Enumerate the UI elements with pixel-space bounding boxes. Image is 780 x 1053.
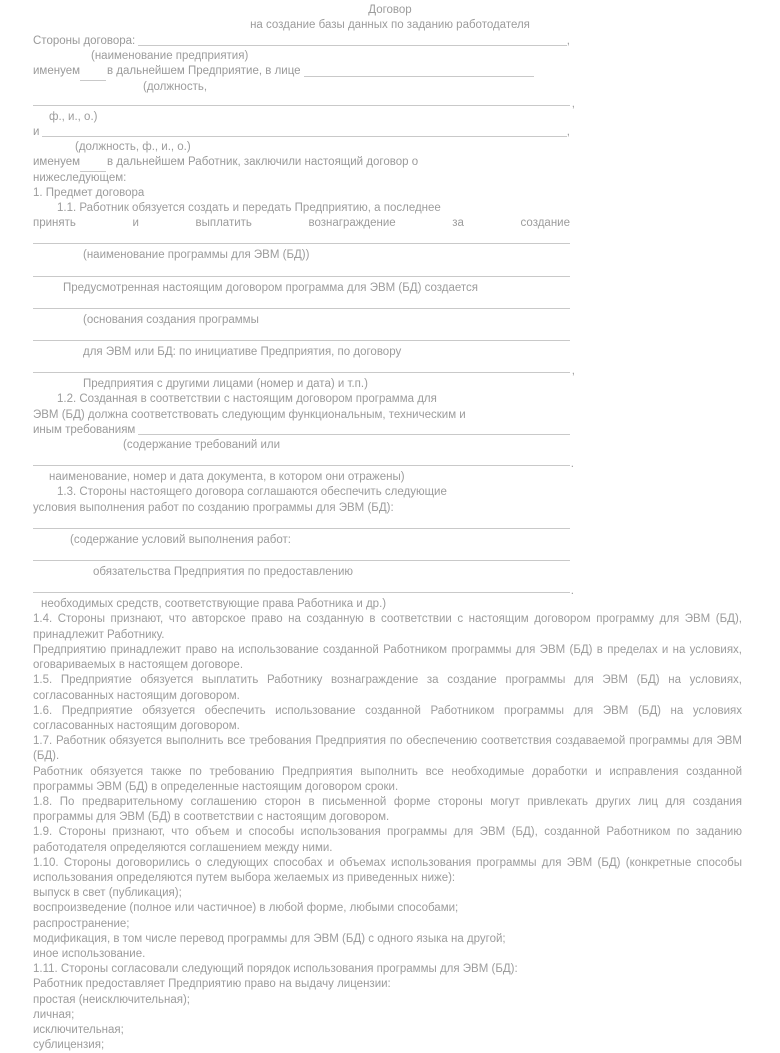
named-worker-continuation: нижеследующем: bbox=[33, 171, 127, 184]
clause-paragraph: Работник обязуется также по требованию Предприятия выполнить все необходимые доработки и исправления созданной программы ЭВМ (БД) в определенные настоящим договором сроки. bbox=[33, 765, 742, 793]
parties-field-row bbox=[33, 34, 570, 49]
clause-paragraph: Работник предоставляет Предприятию право на выдачу лицензии: bbox=[33, 978, 391, 991]
clause-1-2-line-1: 1.2. Созданная в соответствии с настоящим договором программа для bbox=[57, 393, 437, 406]
named-worker-text: в дальнейшем Работник, заключили настоящий договор о bbox=[107, 156, 419, 169]
license-list-item: сублицензия; bbox=[33, 1039, 105, 1052]
clause-paragraph: 1.8. По предварительному соглашению сторон в письменной форме стороны могут привлекать других лиц для создания программы для ЭВМ (БД) в соответствии с настоящим договором. bbox=[33, 795, 742, 824]
clause-1-2-line-3-row bbox=[33, 423, 570, 438]
document-title-line-1: Договор bbox=[368, 4, 412, 16]
position-blank-rule[interactable] bbox=[33, 95, 570, 110]
usage-list-item: модификация, в том числе перевод программы для ЭВМ (БД) с одного языка на другой; bbox=[33, 932, 506, 945]
named-prefix-label: именуем bbox=[33, 65, 80, 78]
clause-paragraph: 1.4. Стороны признают, что авторское право на созданную в соответствии с настоящим договором программу для ЭВМ (БД), принадлежит Работнику. bbox=[33, 613, 742, 641]
clause-1-1-line-2: принять и выплатить вознаграждение за создание bbox=[33, 217, 570, 230]
contract-form-section bbox=[0, 34, 780, 612]
named-worker-row bbox=[33, 155, 570, 170]
clause-paragraph: 1.11. Стороны согласовали следующий порядок использования программы для ЭВМ (БД): bbox=[33, 963, 518, 976]
document-title-block bbox=[0, 0, 780, 33]
clause-1-2-line-3-label: иным требованиям bbox=[33, 423, 136, 436]
caption-necessary-means: необходимых средств, соответствующие права Работника и др.) bbox=[41, 598, 387, 611]
license-list-item: личная; bbox=[33, 1008, 75, 1021]
subject-heading: 1. Предмет договора bbox=[33, 186, 145, 199]
clause-paragraph: 1.7. Работник обязуется выполнить все требования Предприятия по обеспечению соответствия создаваемой программы для ЭВМ (БД). bbox=[33, 735, 742, 763]
caption-conditions: (содержание условий выполнения работ: bbox=[70, 533, 291, 546]
second-party-blank-line[interactable] bbox=[42, 135, 566, 137]
usage-list-item: выпуск в свет (публикация); bbox=[33, 887, 182, 900]
necessary-means-blank-rule[interactable] bbox=[33, 582, 570, 597]
caption-position: (должность, bbox=[143, 80, 208, 93]
named-enterprise-row bbox=[33, 64, 570, 79]
obligations-blank-rule[interactable] bbox=[33, 550, 570, 565]
clause-1-3-line-1: 1.3. Стороны настоящего договора соглашаются обеспечить следующие bbox=[57, 486, 447, 499]
clause-1-1-line-1: 1.1. Работник обязуется создать и передать Предприятию, а последнее bbox=[57, 202, 441, 215]
caption-for-evm: для ЭВМ или БД: по инициативе Предприятия, по договору bbox=[83, 346, 402, 359]
clause-paragraph: 1.10. Стороны договорились о следующих способах и объемах использования программы для ЭВМ (БД) (конкретные способы использования определяются путем выбора желаемых из приведенных ниже): bbox=[33, 856, 742, 884]
provided-program-line: Предусмотренная настоящим договором программа для ЭВМ (БД) создается bbox=[63, 281, 479, 294]
caption-obligations: обязательства Предприятия по предоставлению bbox=[93, 566, 354, 579]
license-list-item: простая (неисключительная); bbox=[33, 993, 190, 1006]
creation-basis-blank-rule[interactable] bbox=[33, 298, 570, 313]
usage-list-item: распространение; bbox=[33, 917, 130, 930]
caption-requirements: (содержание требований или bbox=[123, 439, 281, 452]
caption-doc-name: наименование, номер и дата документа, в котором они отражены) bbox=[49, 471, 405, 484]
named-middle-label: в дальнейшем Предприятие, в лице bbox=[107, 65, 301, 78]
clause-paragraph: 1.9. Стороны признают, что объем и способы использования программы для ЭВМ (БД), созданной Работником по заданию работодателя определяются соглашением между ними. bbox=[33, 826, 742, 854]
clause-1-2-line-2: ЭВМ (БД) должна соответствовать следующим функциональным, техническим и bbox=[33, 408, 466, 421]
usage-list-item: воспроизведение (полное или частичное) в любой форме, любыми способами; bbox=[33, 902, 459, 915]
enterprise-representative-blank-line[interactable] bbox=[304, 75, 534, 77]
document-title-line-2: на создание базы данных по заданию работодателя bbox=[250, 19, 530, 31]
requirements-doc-blank-rule[interactable] bbox=[33, 455, 570, 470]
conditions-blank-rule[interactable] bbox=[33, 518, 570, 533]
program-name-blank-rule[interactable] bbox=[33, 233, 570, 248]
caption-enterprise-name: (наименование предприятия) bbox=[91, 50, 249, 63]
requirements-blank-line[interactable] bbox=[138, 433, 570, 435]
parties-blank-line[interactable] bbox=[138, 44, 567, 46]
clause-paragraph: 1.5. Предприятие обязуется выплатить Работнику вознаграждение за создание программы для ЭВМ (БД) на условиях, согласованных настоящим договором. bbox=[33, 674, 742, 702]
contract-clauses-section bbox=[0, 612, 780, 1053]
clause-paragraph: Предприятию принадлежит право на использование созданной Работником программы для ЭВМ (БД) в пределах и на условиях, оговариваемых в настоящем договоре. bbox=[33, 643, 742, 672]
clause-paragraph: 1.6. Предприятие обязуется обеспечить использование созданной Работником программы для ЭВМ (БД) на условиях согласованных настоящим договором. bbox=[33, 704, 742, 732]
caption-program-name: (наименование программы для ЭВМ (БД)) bbox=[83, 249, 310, 262]
caption-position-fio: (должность, ф., и., о.) bbox=[75, 141, 191, 154]
usage-list-item: иное использование. bbox=[33, 947, 146, 960]
enterprise-others-blank-rule[interactable] bbox=[33, 362, 570, 377]
license-list-item: исключительная; bbox=[33, 1023, 124, 1036]
provided-program-blank-rule-top[interactable] bbox=[33, 266, 570, 281]
parties-label: Стороны договора: bbox=[33, 35, 136, 47]
caption-creation-basis: (основания создания программы bbox=[83, 313, 259, 326]
clause-1-3-line-2: условия выполнения работ по созданию программы для ЭВМ (БД): bbox=[33, 501, 394, 514]
named-worker-prefix: именуем bbox=[33, 156, 80, 169]
parties-comma: , bbox=[566, 35, 570, 47]
caption-enterprise-others: Предприятия с другими лицами (номер и дата) и т.п.) bbox=[83, 378, 368, 391]
for-evm-blank-rule[interactable] bbox=[33, 330, 570, 345]
second-party-comma: , bbox=[566, 126, 570, 139]
second-party-row bbox=[33, 125, 570, 140]
and-label: и bbox=[33, 126, 40, 139]
caption-fio: ф., и., о.) bbox=[49, 110, 98, 123]
